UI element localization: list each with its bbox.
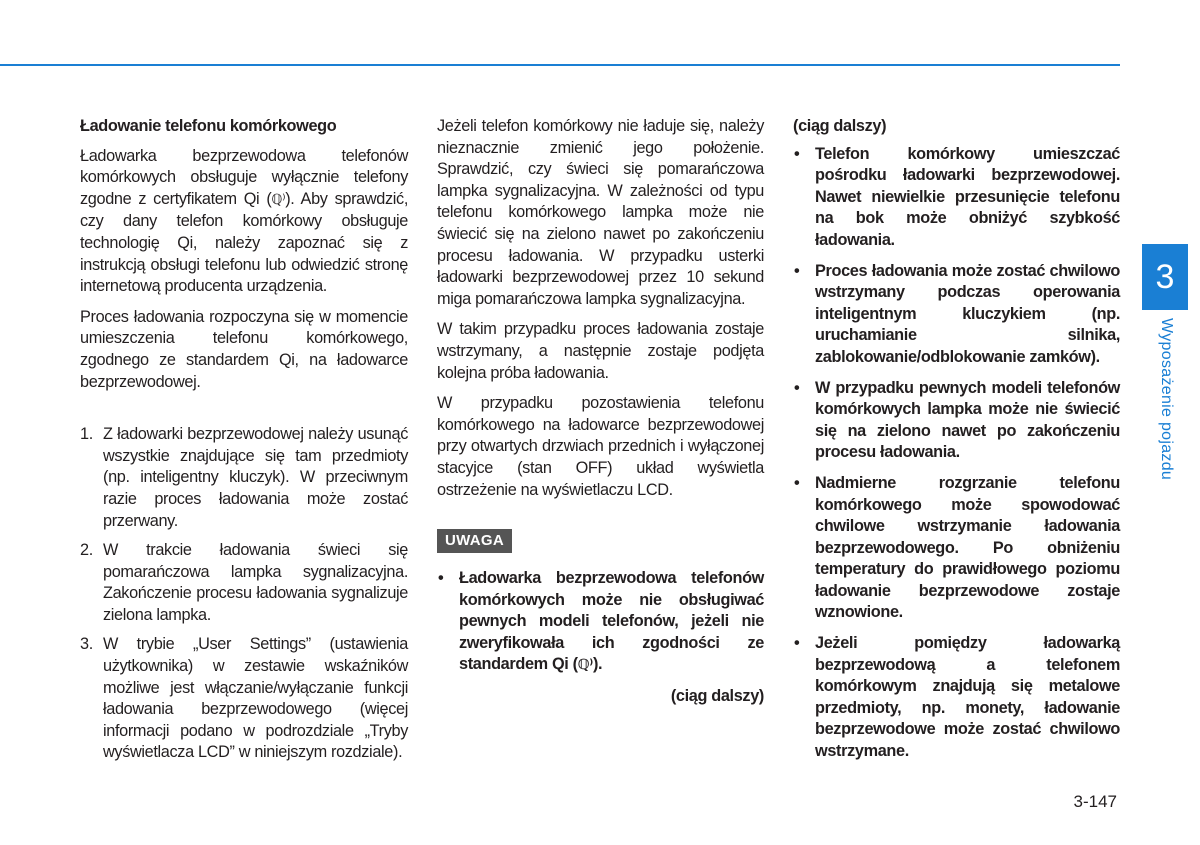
bullet-icon: • — [794, 144, 800, 163]
list-item — [80, 634, 408, 764]
bullet-icon: • — [794, 634, 800, 653]
list-item — [437, 568, 764, 677]
bullet-text: Ładowarka bezprzewodowa telefonów komórkowych może nie obsługiwać pewnych modeli telefonów, jeżeli nie zweryfikowała ich zgodności ze standardem Qi ( — [459, 569, 764, 674]
qi-charging-icon: ℚ⁾ — [577, 657, 593, 674]
step-number: 2. — [80, 541, 93, 560]
page-number: 3-147 — [1073, 792, 1117, 811]
qi-charging-icon: ℚ⁾ — [271, 191, 286, 208]
bullet-icon: • — [794, 473, 800, 492]
step-text: W trybie „User Settings” (ustawienia użytkownika) w zestawie wskaźników możliwe jest włączanie/wyłączanie funkcji ładowania bezprzewodowego (więcej informacji podano w podrozdziale „Tryby wyświetlacza LCD” w niniejszym rozdziale). — [103, 635, 408, 762]
paragraph-not-charging: Jeżeli telefon komórkowy nie ładuje się, należy nieznacznie zmienić jego położenie. Sprawdzić, czy świeci się pomarańczowa lampka sygnalizacyjna. W zależności od typu telefonu komórkowego lampka może nie świecić się na zielono nawet po zakończeniu procesu ładowania. W przypadku usterki ładowarki bezprzewodowej przez 10 sekund miga pomarańczowa lampka sygnalizacyjna. — [437, 117, 764, 308]
bullet-icon: • — [794, 261, 800, 280]
caution-list — [437, 568, 764, 677]
caution-badge: UWAGA — [437, 529, 512, 553]
step-text: W trakcie ładowania świeci się pomarańczowa lampka sygnalizacyjna. Zakończenie procesu ładowania sygnalizuje zielona lampka. — [103, 541, 408, 624]
chapter-tab: 3 — [1142, 244, 1188, 310]
chapter-title: Wyposażenie pojazdu — [1158, 318, 1175, 481]
column-2 — [437, 116, 764, 708]
paragraph-charging-start: Proces ładowania rozpoczyna się w momencie umieszczenia telefonu komórkowego, zgodnego ze standardem Qi, na ładowarce bezprzewodowej. — [80, 307, 408, 391]
list-item — [793, 261, 1120, 369]
paragraph-retry: W takim przypadku proces ładowania zostaje wstrzymany, a następnie zostaje podjęta kolejna próba ładowania. — [437, 320, 764, 382]
list-item — [793, 144, 1120, 252]
step-number: 3. — [80, 635, 93, 654]
section-heading: Ładowanie telefonu komórkowego — [80, 117, 337, 135]
paragraph-qi-compat — [80, 146, 408, 298]
bullet-text: W przypadku pewnych modeli telefonów komórkowych lampka może nie świecić się na zielono nawet po zakończeniu procesu ładowania. — [815, 378, 1120, 462]
bullet-text: Proces ładowania może zostać chwilowo wstrzymany podczas operowania inteligentnym kluczykiem (np. uruchamianie silnika, zablokowanie/odblokowanie zamków). — [815, 261, 1120, 366]
bullet-text: Telefon komórkowy umieszczać pośrodku ładowarki bezprzewodowej. Nawet niewielkie przesunięcie telefonu na bok może obniżyć szybkość ładowania. — [815, 144, 1120, 249]
continued-label: (ciąg dalszy) — [670, 687, 764, 706]
list-item — [80, 540, 408, 626]
caution-list-continued — [793, 144, 1120, 763]
column-3 — [793, 116, 1120, 772]
chapter-side-label — [1148, 318, 1184, 498]
steps-list — [80, 424, 408, 764]
paragraph-text: ). Aby sprawdzić, czy dany telefon komórkowy obsługuje technologię Qi, należy zapoznać się z instrukcją obsługi telefonu lub odwiedzić stronę internetową producenta urządzenia. — [80, 189, 408, 296]
continued-label: (ciąg dalszy) — [793, 117, 887, 135]
header-rule — [0, 64, 1120, 66]
list-item — [80, 424, 408, 532]
list-item — [793, 633, 1120, 763]
bullet-icon: • — [794, 378, 800, 397]
list-item — [793, 473, 1120, 624]
list-item — [793, 378, 1120, 464]
step-number: 1. — [80, 425, 93, 444]
paragraph-text: Ładowarka bezprzewodowa telefonów komórkowych obsługuje wyłącznie telefony zgodne z certyfikatem Qi ( — [80, 146, 408, 208]
paragraph-lcd-warning: W przypadku pozostawienia telefonu komórkowego na ładowarce bezprzewodowej przy otwartych drzwiach przednich i wyłączonej stacyjce (stan OFF) układ wyświetla ostrzeżenie na wyświetlaczu LCD. — [437, 394, 764, 499]
bullet-icon: • — [438, 569, 444, 588]
column-1 — [80, 116, 408, 772]
step-text: Z ładowarki bezprzewodowej należy usunąć wszystkie znajdujące się tam przedmioty (np. inteligentny kluczyk). W przeciwnym razie proces ładowania może zostać przerwany. — [103, 425, 408, 530]
bullet-text: Jeżeli pomiędzy ładowarką bezprzewodową a telefonem komórkowym znajdują się metalowe przedmioty, np. monety, ładowanie bezprzewodowe może zostać chwilowo wstrzymane. — [815, 634, 1120, 761]
bullet-text: Nadmierne rozgrzanie telefonu komórkowego może spowodować chwilowe wstrzymanie ładowania bezprzewodowego. Po obniżeniu temperatury do prawidłowego poziomu ładowanie bezprzewodowe zostaje wznowione. — [815, 473, 1120, 622]
bullet-text: ). — [592, 655, 603, 674]
